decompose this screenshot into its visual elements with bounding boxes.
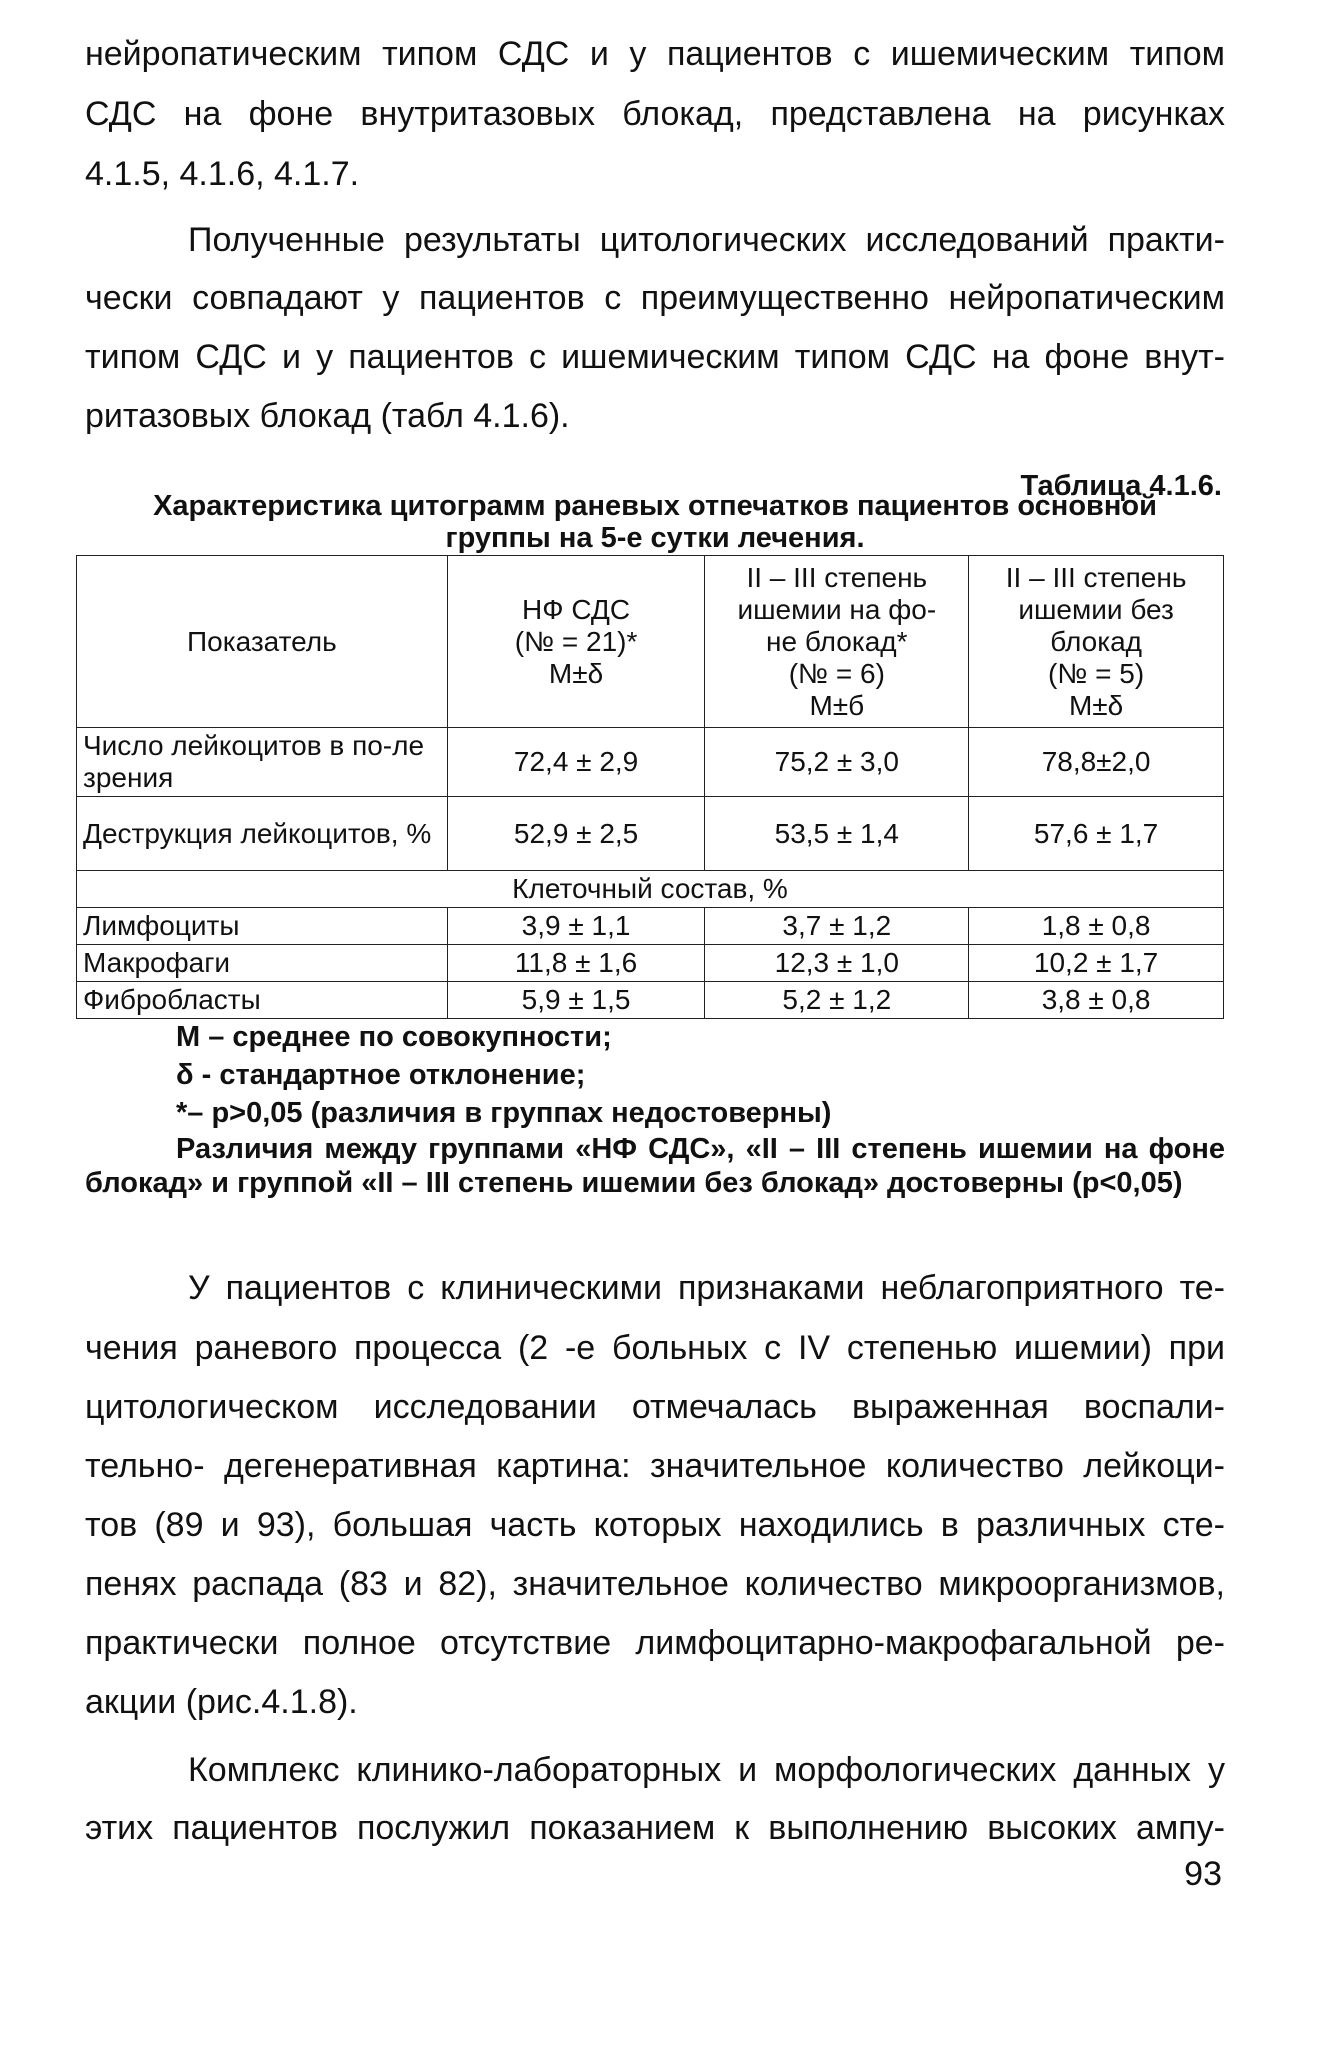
row-label: Деструкция лейкоцитов, %	[77, 797, 448, 871]
cell-value: 53,5 ± 1,4	[705, 797, 969, 871]
text-line: ритазовых блокад (табл 4.1.6).	[85, 397, 570, 435]
header-nf-sds: НФ СДС (№ = 21)* M±δ	[447, 556, 705, 728]
row-label: Число лейкоцитов в по-ле зрения	[77, 728, 448, 797]
table-number: Таблица 4.1.6.	[1020, 470, 1222, 502]
cell-value: 78,8±2,0	[969, 728, 1224, 797]
cell-value: 3,8 ± 0,8	[969, 982, 1224, 1019]
text-line: практически полное отсутствие лимфоцитарно-макрофагальной ре-	[85, 1624, 1225, 1662]
text-line: тов (89 и 93), большая часть которых находились в различных сте-	[85, 1506, 1225, 1544]
text-line: чески совпадают у пациентов с преимущественно нейропатическим	[85, 279, 1225, 317]
row-label: Лимфоциты	[77, 908, 448, 945]
text-line: Комплекс клинико-лабораторных и морфологических данных у	[188, 1751, 1225, 1789]
section-label: Клеточный состав, %	[77, 871, 1224, 908]
text-line: СДС на фоне внутритазовых блокад, представлена на рисунках	[85, 95, 1225, 133]
text-line: 4.1.5, 4.1.6, 4.1.7.	[85, 155, 360, 193]
cell-value: 5,9 ± 1,5	[447, 982, 705, 1019]
table-row	[77, 982, 1224, 1019]
header-ischemia-with-blocks: II – III степень ишемии на фо- не блокад* (№ = 6) M±б	[705, 556, 969, 728]
text-line: У пациентов с клиническими признаками неблагоприятного те-	[188, 1269, 1225, 1307]
table-note: δ - стандартное отклонение;	[176, 1059, 586, 1091]
header-indicator: Показатель	[77, 556, 448, 728]
table-note: *– р>0,05 (различия в группах недостоверны)	[176, 1097, 832, 1129]
text-line: акции (рис.4.1.8).	[85, 1683, 358, 1721]
text-line: этих пациентов послужил показанием к выполнению высоких ампу-	[85, 1809, 1225, 1847]
table-row	[77, 945, 1224, 982]
table-row	[77, 728, 1224, 797]
cell-value: 10,2 ± 1,7	[969, 945, 1224, 982]
text-line: цитологическом исследовании отмечалась выраженная воспали-	[85, 1388, 1225, 1426]
table-section-row	[77, 871, 1224, 908]
text-line: пенях распада (83 и 82), значительное количество микроорганизмов,	[85, 1565, 1225, 1603]
cell-value: 3,7 ± 1,2	[705, 908, 969, 945]
text-line: тельно- дегенеративная картина: значительное количество лейкоци-	[85, 1447, 1225, 1485]
cell-value: 52,9 ± 2,5	[447, 797, 705, 871]
row-label: Макрофаги	[77, 945, 448, 982]
row-label: Фибробласты	[77, 982, 448, 1019]
table-caption-line: Характеристика цитограмм раневых отпечатков пациентов основной	[153, 490, 1157, 522]
table-note: Различия между группами «НФ СДС», «II – III степень ишемии на фоне блокад» и группой «II – III степень ишемии без блокад» достоверны (р<0,05)	[85, 1133, 1225, 1199]
table-header-row	[77, 556, 1224, 728]
text-line: нейропатическим типом СДС и у пациентов с ишемическим типом	[85, 35, 1225, 73]
text-line: типом СДС и у пациентов с ишемическим типом СДС на фоне внут-	[85, 338, 1225, 376]
table-caption-line: группы на 5-е сутки лечения.	[445, 522, 865, 554]
table-row	[77, 908, 1224, 945]
data-table	[76, 555, 1224, 1019]
table-note: М – среднее по совокупности;	[176, 1021, 612, 1053]
cell-value: 1,8 ± 0,8	[969, 908, 1224, 945]
cell-value: 75,2 ± 3,0	[705, 728, 969, 797]
cell-value: 3,9 ± 1,1	[447, 908, 705, 945]
text-line: чения раневого процесса (2 -е больных с IV степенью ишемии) при	[85, 1329, 1225, 1367]
text-line: Полученные результаты цитологических исследований практи-	[188, 221, 1225, 259]
header-ischemia-without-blocks: II – III степень ишемии без блокад (№ = 5) M±δ	[969, 556, 1224, 728]
cell-value: 5,2 ± 1,2	[705, 982, 969, 1019]
cell-value: 12,3 ± 1,0	[705, 945, 969, 982]
cell-value: 72,4 ± 2,9	[447, 728, 705, 797]
page-number: 93	[1184, 1855, 1222, 1893]
cell-value: 11,8 ± 1,6	[447, 945, 705, 982]
cell-value: 57,6 ± 1,7	[969, 797, 1224, 871]
table-row	[77, 797, 1224, 871]
